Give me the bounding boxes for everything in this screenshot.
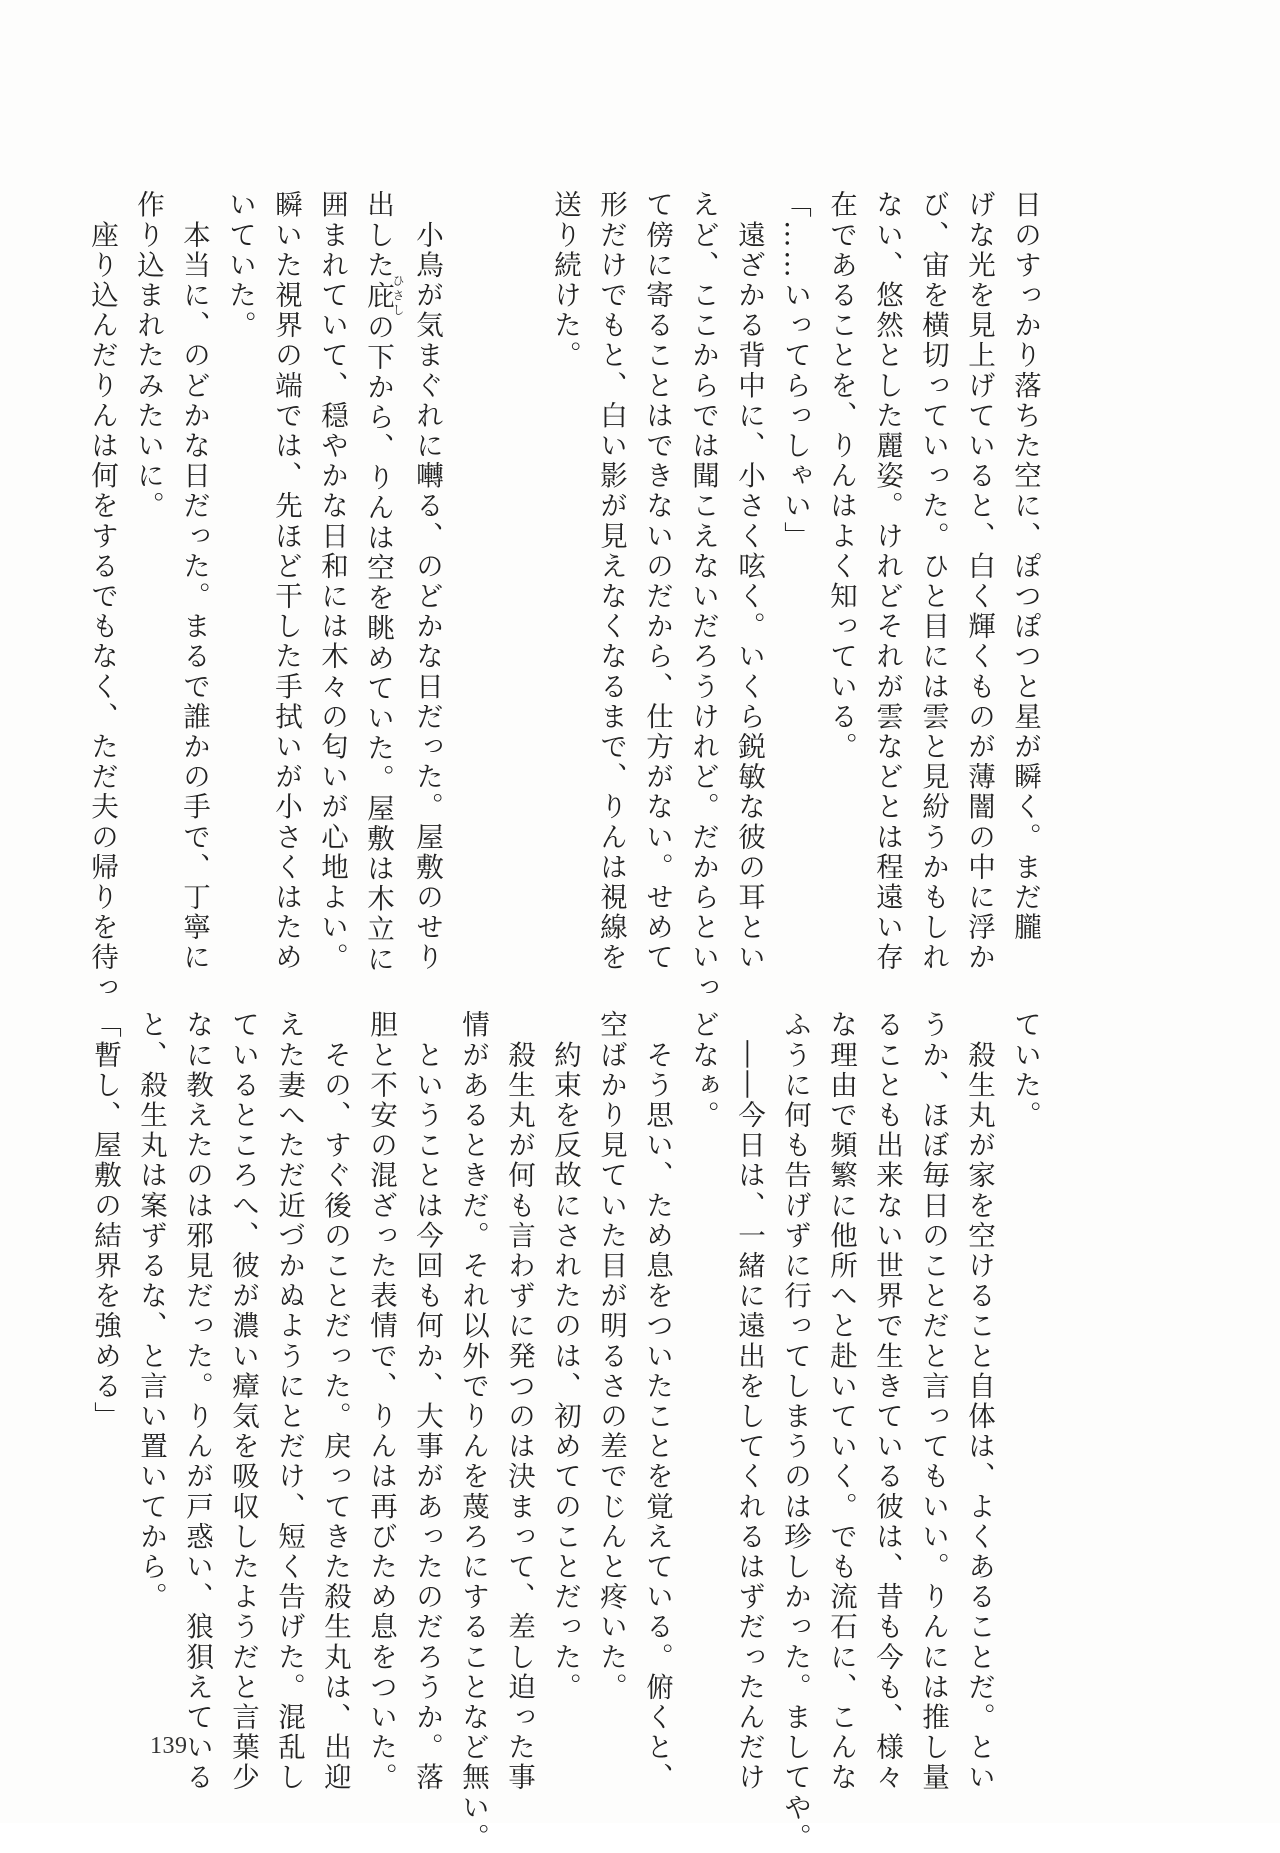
text-line: 日のすっかり落ちた空に、ぽつぽつと星が瞬く。まだ朧 xyxy=(1009,190,1041,943)
text-line: その、すぐ後のことだった。戻ってきた殺生丸は、出迎 xyxy=(319,1010,351,1793)
text-line xyxy=(450,190,496,950)
text-line: 殺生丸が何も言わずに発つのは決まって、差し迫った事 xyxy=(503,1010,535,1793)
text-line: えた妻へただ近づかぬようにとだけ、短く告げた。混乱し xyxy=(273,1010,305,1793)
text-line: うか、ほぼ毎日のことだと言ってもいい。りんには推し量 xyxy=(917,1010,949,1793)
text-line: いていた。 xyxy=(224,190,256,341)
top-text-block xyxy=(86,190,1048,1003)
text-line: えど、ここからでは聞こえないだろうけれど。だからといっ xyxy=(687,190,719,1003)
text-line: 作り込まれたみたいに。 xyxy=(132,190,164,522)
text-line: て傍に寄ることはできないのだから、仕方がない。せめて xyxy=(641,190,673,973)
text-line: ない、悠然とした麗姿。けれどそれが雲などとは程遠い存 xyxy=(871,190,903,973)
text-line: 本当に、のどかな日だった。まるで誰かの手で、丁寧に xyxy=(178,190,210,973)
text-line: どなぁ。 xyxy=(687,1010,719,1131)
text-line: 送り続けた。 xyxy=(549,190,581,371)
page-number: 139 xyxy=(150,1733,188,1759)
text-line xyxy=(496,190,542,950)
text-line: 「暫し、屋敷の結界を強める」 xyxy=(89,1010,121,1432)
text-line: 「……いってらっしゃい」 xyxy=(779,190,811,552)
text-line: そう思い、ため息をついたことを覚えている。俯くと、 xyxy=(641,1010,673,1793)
text-line: 瞬いた視界の端では、先ほど干した手拭いが小さくはため xyxy=(270,190,302,973)
bottom-text-block xyxy=(89,1010,1048,1853)
text-line: 出した庇ひさしの下から、りんは空を眺めていた。屋敷は木立に xyxy=(362,190,405,975)
text-line: 約束を反故にされたのは、初めてのことだった。 xyxy=(549,1010,581,1703)
text-line: ることも出来ない世界で生きている彼は、昔も今も、様々 xyxy=(871,1010,903,1793)
text-line: 座り込んだりんは何をするでもなく、ただ夫の帰りを待っ xyxy=(86,190,118,1003)
text-line: 囲まれていて、穏やかな日和には木々の匂いが心地よい。 xyxy=(316,190,348,973)
text-line: ということは今回も何か、大事があったのだろうか。落 xyxy=(411,1010,443,1793)
text-line: 空ばかり見ていた目が明るさの差でじんと疼いた。 xyxy=(595,1010,627,1703)
text-line: 殺生丸が家を空けること自体は、よくあることだ。とい xyxy=(963,1010,995,1793)
text-line: 遠ざかる背中に、小さく呟く。いくら鋭敏な彼の耳とい xyxy=(733,190,765,973)
text-line: 胆と不安の混ざった表情で、りんは再びため息をついた。 xyxy=(365,1010,397,1793)
text-line: 形だけでもと、白い影が見えなくなるまで、りんは視線を xyxy=(595,190,627,973)
text-line: ――今日は、一緒に遠出をしてくれるはずだったんだけ xyxy=(733,1010,765,1793)
furigana-ruby: 庇ひさし xyxy=(362,274,405,319)
text-line: 在であることを、りんはよく知っている。 xyxy=(825,190,857,762)
text-line: と、殺生丸は案ずるな、と言い置いてから。 xyxy=(135,1010,167,1612)
text-line: な理由で頻繁に他所へと赴いていく。でも流石に、こんな xyxy=(825,1010,857,1793)
text-line: び、宙を横切っていった。ひと目には雲と見紛うかもしれ xyxy=(917,190,949,973)
text-line: なに教えたのは邪見だった。りんが戸惑い、狼狽えている xyxy=(181,1010,213,1793)
text-line: 情があるときだ。それ以外でりんを蔑ろにすることなど無い。 xyxy=(457,1010,489,1853)
text-line: 小鳥が気まぐれに囀る、のどかな日だった。屋敷のせり xyxy=(411,190,443,973)
text-line: ふうに何も告げずに行ってしまうのは珍しかった。ましてや。 xyxy=(779,1010,811,1853)
furigana-text: ひさし xyxy=(391,274,405,319)
text-line: ているところへ、彼が濃い瘴気を吸収したようだと言葉少 xyxy=(227,1010,259,1793)
text-line: げな光を見上げていると、白く輝くものが薄闇の中に浮か xyxy=(963,190,995,973)
text-line: ていた。 xyxy=(1009,1010,1041,1131)
